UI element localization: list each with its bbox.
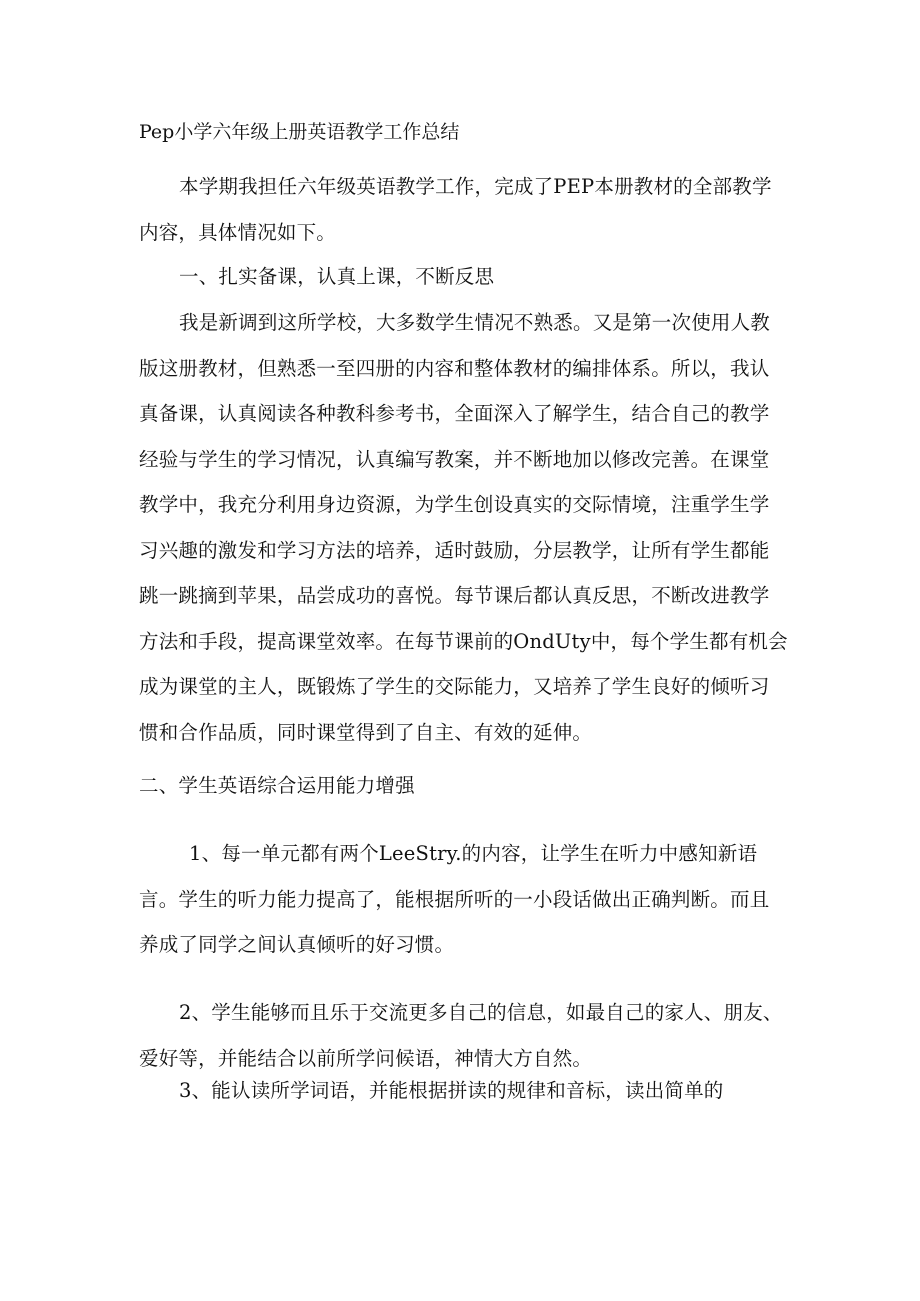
list-item-1: 1、每一单元都有两个LeeStry.的内容，让学生在听力中感知新语言。学生的听力能力提高了，能根据所听的一小段话做出正确判断。而且养成了同学之间认真倾听的好习惯。 [139,842,770,956]
list-item-2: 2、学生能够而且乐于交流更多自己的信息，如最自己的家人、朋友、爱好等，并能结合以前所学问候语，神情大方自然。 [139,1001,783,1070]
intro-paragraph: 本学期我担任六年级英语教学工作，完成了PEP本册教材的全部教学内容，具体情况如下。 [139,175,772,244]
list-item-3: 3、能认读所学词语，并能根据拼读的规律和音标，读出简单的 [179,1079,724,1102]
section-heading-2: 二、学生英语综合运用能力增强 [139,774,415,797]
section-heading-1: 一、扎实备课，认真上课，不断反思 [179,265,495,288]
section-1-paragraph: 我是新调到这所学校，大多数学生情况不熟悉。又是第一次使用人教版这册教材，但熟悉一至四册的内容和整体教材的编排体系。所以，我认真备课，认真阅读各种教科参考书，全面深入了解学生，结合自己的教学经验与学生的学习情况，认真编写教案，并不断地加以修改完善。在课堂教学中，我充分利用身边资源，为学生创设真实的交际情境，注重学生学习兴趣的激发和学习方法的培养，适时鼓励，分层教学，让所有学生都能跳一跳摘到苹果，品尝成功的喜悦。每节课后都认真反思，不断改进教学方法和手段，提高课堂效率。在每节课前的OndUty中，每个学生都有机会成为课堂的主人，既锻炼了学生的交际能力，又培养了学生良好的倾听习惯和合作品质，同时课堂得到了自主、有效的延伸。 [139,311,788,744]
document-title: Pep小学六年级上册英语教学工作总结 [139,121,460,143]
